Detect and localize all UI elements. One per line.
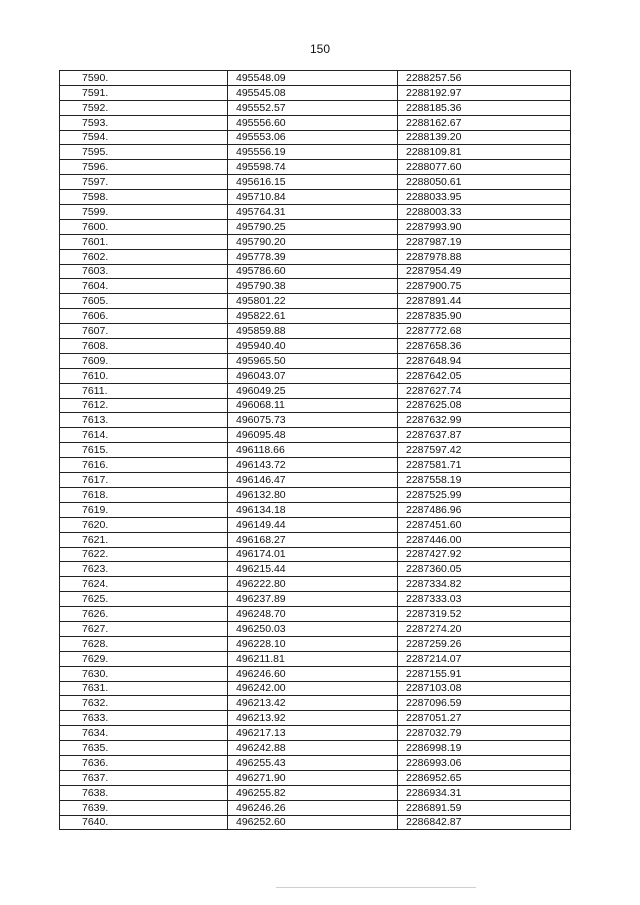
point-number-cell: 7608. [60,339,228,354]
table-row [60,562,571,577]
point-number-cell: 7618. [60,487,228,502]
table-row [60,770,571,785]
table-row [60,711,571,726]
point-number-cell: 7598. [60,190,228,205]
table-row [60,71,571,86]
point-number-cell: 7610. [60,368,228,383]
northing-cell: 2287096.59 [398,696,571,711]
point-number-cell: 7616. [60,458,228,473]
table-row [60,264,571,279]
easting-cell: 496068.11 [228,398,398,413]
table-row [60,249,571,264]
table-row [60,339,571,354]
northing-cell: 2288185.36 [398,100,571,115]
northing-cell: 2287772.68 [398,324,571,339]
table-row [60,115,571,130]
easting-cell: 496174.01 [228,547,398,562]
northing-cell: 2287627.74 [398,383,571,398]
point-number-cell: 7639. [60,800,228,815]
northing-cell: 2287891.44 [398,294,571,309]
table-row [60,666,571,681]
point-number-cell: 7596. [60,160,228,175]
northing-cell: 2287032.79 [398,726,571,741]
easting-cell: 495786.60 [228,264,398,279]
point-number-cell: 7638. [60,785,228,800]
northing-cell: 2286998.19 [398,741,571,756]
table-row [60,443,571,458]
northing-cell: 2287319.52 [398,607,571,622]
point-number-cell: 7631. [60,681,228,696]
point-number-cell: 7595. [60,145,228,160]
point-number-cell: 7619. [60,502,228,517]
point-number-cell: 7600. [60,219,228,234]
point-number-cell: 7635. [60,741,228,756]
easting-cell: 496242.88 [228,741,398,756]
northing-cell: 2287360.05 [398,562,571,577]
northing-cell: 2287648.94 [398,353,571,368]
table-row [60,502,571,517]
point-number-cell: 7609. [60,353,228,368]
northing-cell: 2287334.82 [398,577,571,592]
point-number-cell: 7602. [60,249,228,264]
easting-cell: 496246.26 [228,800,398,815]
point-number-cell: 7606. [60,309,228,324]
easting-cell: 496049.25 [228,383,398,398]
northing-cell: 2288003.33 [398,205,571,220]
northing-cell: 2288192.97 [398,85,571,100]
table-row [60,741,571,756]
table-row [60,621,571,636]
easting-cell: 495710.84 [228,190,398,205]
point-number-cell: 7629. [60,651,228,666]
page-number: 150 [309,42,331,56]
point-number-cell: 7593. [60,115,228,130]
easting-cell: 496213.92 [228,711,398,726]
point-number-cell: 7594. [60,130,228,145]
table-row [60,85,571,100]
point-number-cell: 7633. [60,711,228,726]
point-number-cell: 7627. [60,621,228,636]
northing-cell: 2288162.67 [398,115,571,130]
northing-cell: 2287259.26 [398,636,571,651]
point-number-cell: 7626. [60,607,228,622]
footer-rule [276,887,476,888]
table-row [60,279,571,294]
northing-cell: 2286891.59 [398,800,571,815]
northing-cell: 2287597.42 [398,443,571,458]
easting-cell: 495553.06 [228,130,398,145]
point-number-cell: 7640. [60,815,228,830]
point-number-cell: 7634. [60,726,228,741]
northing-cell: 2288109.81 [398,145,571,160]
easting-cell: 495940.40 [228,339,398,354]
table-row [60,324,571,339]
point-number-cell: 7607. [60,324,228,339]
table-row [60,651,571,666]
table-row [60,309,571,324]
point-number-cell: 7612. [60,398,228,413]
easting-cell: 495790.38 [228,279,398,294]
easting-cell: 495790.25 [228,219,398,234]
table-row [60,458,571,473]
easting-cell: 496252.60 [228,815,398,830]
easting-cell: 496143.72 [228,458,398,473]
northing-cell: 2287274.20 [398,621,571,636]
northing-cell: 2288050.61 [398,175,571,190]
easting-cell: 496215.44 [228,562,398,577]
northing-cell: 2287214.07 [398,651,571,666]
table-row [60,234,571,249]
easting-cell: 496248.70 [228,607,398,622]
table-row [60,681,571,696]
easting-cell: 496043.07 [228,368,398,383]
easting-cell: 496149.44 [228,517,398,532]
easting-cell: 496168.27 [228,532,398,547]
northing-cell: 2286842.87 [398,815,571,830]
table-row [60,696,571,711]
coordinate-table [59,70,571,830]
easting-cell: 495598.74 [228,160,398,175]
table-row [60,353,571,368]
easting-cell: 496237.89 [228,592,398,607]
northing-cell: 2287637.87 [398,428,571,443]
point-number-cell: 7623. [60,562,228,577]
northing-cell: 2287581.71 [398,458,571,473]
easting-cell: 495556.60 [228,115,398,130]
easting-cell: 496250.03 [228,621,398,636]
table-row [60,607,571,622]
northing-cell: 2287625.08 [398,398,571,413]
point-number-cell: 7625. [60,592,228,607]
point-number-cell: 7636. [60,755,228,770]
table-row [60,636,571,651]
easting-cell: 495801.22 [228,294,398,309]
point-number-cell: 7622. [60,547,228,562]
table-row [60,190,571,205]
point-number-cell: 7591. [60,85,228,100]
northing-cell: 2287900.75 [398,279,571,294]
table-row [60,398,571,413]
easting-cell: 496255.82 [228,785,398,800]
point-number-cell: 7611. [60,383,228,398]
northing-cell: 2288139.20 [398,130,571,145]
point-number-cell: 7620. [60,517,228,532]
table-row [60,785,571,800]
northing-cell: 2287446.00 [398,532,571,547]
table-row [60,383,571,398]
table-row [60,130,571,145]
northing-cell: 2287486.96 [398,502,571,517]
easting-cell: 496228.10 [228,636,398,651]
northing-cell: 2286993.06 [398,755,571,770]
easting-cell: 495859.88 [228,324,398,339]
northing-cell: 2286934.31 [398,785,571,800]
easting-cell: 495822.61 [228,309,398,324]
northing-cell: 2287525.99 [398,487,571,502]
table-row [60,473,571,488]
easting-cell: 496222.80 [228,577,398,592]
northing-cell: 2287978.88 [398,249,571,264]
easting-cell: 496134.18 [228,502,398,517]
northing-cell: 2286952.65 [398,770,571,785]
table-row [60,577,571,592]
easting-cell: 496211.81 [228,651,398,666]
table-row [60,413,571,428]
point-number-cell: 7628. [60,636,228,651]
table-row [60,175,571,190]
easting-cell: 496246.60 [228,666,398,681]
easting-cell: 495552.57 [228,100,398,115]
coordinate-table-body [60,71,571,830]
northing-cell: 2288033.95 [398,190,571,205]
easting-cell: 496118.66 [228,443,398,458]
northing-cell: 2287993.90 [398,219,571,234]
table-row [60,100,571,115]
table-row [60,815,571,830]
easting-cell: 496132.80 [228,487,398,502]
table-row [60,517,571,532]
point-number-cell: 7621. [60,532,228,547]
northing-cell: 2288257.56 [398,71,571,86]
point-number-cell: 7603. [60,264,228,279]
easting-cell: 495545.08 [228,85,398,100]
table-row [60,368,571,383]
table-row [60,219,571,234]
point-number-cell: 7637. [60,770,228,785]
easting-cell: 495778.39 [228,249,398,264]
point-number-cell: 7624. [60,577,228,592]
easting-cell: 495764.31 [228,205,398,220]
northing-cell: 2287333.03 [398,592,571,607]
point-number-cell: 7597. [60,175,228,190]
northing-cell: 2287451.60 [398,517,571,532]
table-row [60,428,571,443]
table-row [60,160,571,175]
northing-cell: 2287658.36 [398,339,571,354]
table-row [60,547,571,562]
easting-cell: 496271.90 [228,770,398,785]
point-number-cell: 7592. [60,100,228,115]
northing-cell: 2287558.19 [398,473,571,488]
point-number-cell: 7613. [60,413,228,428]
easting-cell: 495965.50 [228,353,398,368]
easting-cell: 496213.42 [228,696,398,711]
easting-cell: 496255.43 [228,755,398,770]
northing-cell: 2287103.08 [398,681,571,696]
easting-cell: 496217.13 [228,726,398,741]
point-number-cell: 7632. [60,696,228,711]
point-number-cell: 7617. [60,473,228,488]
point-number-cell: 7601. [60,234,228,249]
easting-cell: 495616.15 [228,175,398,190]
easting-cell: 496242.00 [228,681,398,696]
easting-cell: 496075.73 [228,413,398,428]
table-row [60,487,571,502]
easting-cell: 495790.20 [228,234,398,249]
point-number-cell: 7605. [60,294,228,309]
table-row [60,755,571,770]
table-row [60,726,571,741]
northing-cell: 2287051.27 [398,711,571,726]
table-row [60,145,571,160]
northing-cell: 2287835.90 [398,309,571,324]
northing-cell: 2287155.91 [398,666,571,681]
point-number-cell: 7599. [60,205,228,220]
northing-cell: 2287987.19 [398,234,571,249]
point-number-cell: 7615. [60,443,228,458]
northing-cell: 2287642.05 [398,368,571,383]
northing-cell: 2287427.92 [398,547,571,562]
point-number-cell: 7614. [60,428,228,443]
table-row [60,532,571,547]
northing-cell: 2288077.60 [398,160,571,175]
easting-cell: 495556.19 [228,145,398,160]
point-number-cell: 7604. [60,279,228,294]
point-number-cell: 7630. [60,666,228,681]
table-row [60,294,571,309]
northing-cell: 2287632.99 [398,413,571,428]
table-row [60,800,571,815]
easting-cell: 495548.09 [228,71,398,86]
point-number-cell: 7590. [60,71,228,86]
easting-cell: 496095.48 [228,428,398,443]
easting-cell: 496146.47 [228,473,398,488]
northing-cell: 2287954.49 [398,264,571,279]
table-row [60,205,571,220]
table-row [60,592,571,607]
